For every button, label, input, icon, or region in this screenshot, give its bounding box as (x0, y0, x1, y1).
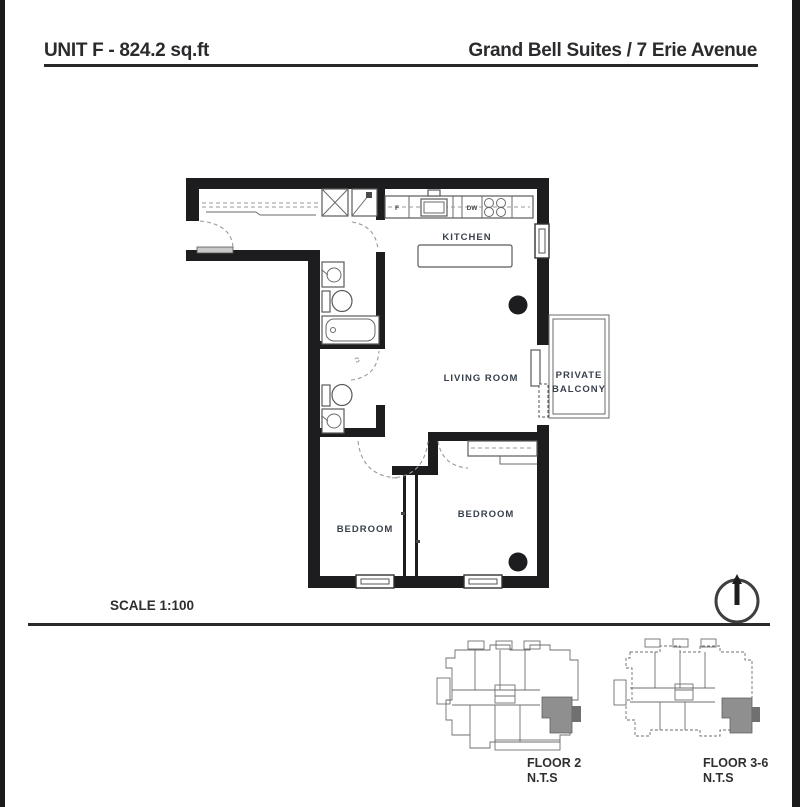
bedroom-right-label: BEDROOM (457, 509, 515, 520)
balcony-label-line1: PRIVATE (555, 370, 603, 381)
header-rule (44, 64, 758, 67)
bedroom-left-label: BEDROOM (336, 524, 394, 535)
balcony-label-line2: BALCONY (552, 384, 606, 395)
laundry-closet (322, 189, 348, 216)
living-room-label: LIVING ROOM (443, 373, 519, 384)
keyplan-floor36-scale-note: N.T.S (703, 771, 734, 785)
floor-plan-sheet (0, 70, 800, 807)
keyplan-floor2-scale-note: N.T.S (527, 771, 558, 785)
building-title: Grand Bell Suites / 7 Erie Avenue (468, 40, 757, 61)
highlighted-unit-floor2 (542, 697, 572, 733)
north-arrow-icon (716, 574, 758, 622)
dishwasher-label: DW (466, 205, 478, 212)
section-divider (28, 623, 770, 626)
kitchen-label: KITCHEN (442, 232, 492, 243)
kitchen (385, 190, 533, 267)
highlighted-unit-floor3-6 (722, 698, 752, 733)
unit-title: UNIT F - 824.2 sq.ft (44, 40, 210, 61)
bathroom-lower (322, 351, 379, 433)
keyplan-floor-2 (437, 641, 581, 785)
entry-and-closet (197, 203, 320, 253)
keyplan-floor-3-6 (614, 639, 768, 785)
bedroom-closet (468, 441, 537, 464)
keyplan-floor36-label: FLOOR 3-6 (703, 756, 769, 770)
fridge-label: F (395, 205, 399, 212)
keyplan-floor2-label: FLOOR 2 (527, 756, 582, 770)
kitchen-island (418, 245, 512, 267)
column-lower (509, 553, 528, 572)
column-upper (509, 296, 528, 315)
scale-label: SCALE 1:100 (110, 598, 195, 613)
bathroom-upper (322, 222, 379, 344)
floor-plan (186, 178, 609, 588)
shower-stall (352, 189, 377, 216)
